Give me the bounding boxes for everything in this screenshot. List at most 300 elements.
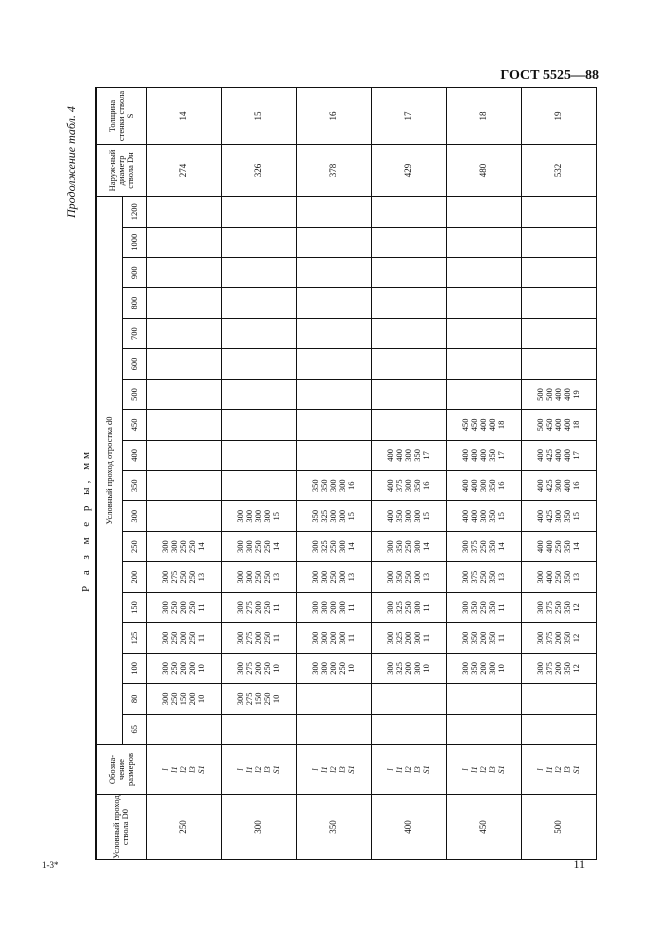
cell-branch-150 [146,592,221,622]
cell-value: 300 [460,662,471,675]
cell-value: 400 [478,418,489,432]
cell-value: 300 [478,509,489,523]
cell-branch-1200 [146,196,221,227]
cell-branch-1000 [446,227,521,257]
designation-label: l3 [486,766,497,773]
cell-value: 17 [495,451,506,460]
header-branch-1200: 1200 [122,196,146,227]
cell-value: 300 [160,631,171,645]
cell-branch-700 [296,318,371,348]
cell-branch-65 [446,714,521,744]
cell-branch-400 [296,440,371,470]
cell-value: 14 [495,542,506,551]
cell-branch-800 [521,288,596,318]
cell-branch-250 [446,531,521,561]
cell-value: 150 [253,692,264,706]
designation-label: l1 [469,766,480,773]
cell-branch-250 [296,531,371,561]
header-branch-800: 800 [122,288,146,318]
cell-value: 16 [495,481,506,491]
cell-value: 400 [478,448,489,462]
cell-value: 14 [345,542,356,551]
cell-value: 250 [553,601,564,614]
cell-value: 300 [160,601,171,614]
cell-branch-1000 [221,227,296,257]
cell-branch-800 [146,288,221,318]
designation-label: l2 [553,766,564,773]
cell-value: 250 [169,631,180,645]
cell-value: 11 [420,633,431,643]
cell-value: 200 [328,631,339,645]
cell-value: 300 [553,509,564,523]
cell-value: 300 [385,570,396,584]
cell-branch-500 [446,379,521,409]
cell-value: 300 [460,570,471,584]
cell-value: 300 [478,479,489,493]
cell-branch-400 [146,440,221,470]
cell-value: 13 [495,572,506,582]
cell-branch-600 [521,349,596,379]
cell-value: 300 [244,509,255,523]
table-container [95,88,595,860]
cell-value: 250 [478,570,489,584]
cell-value: 350 [561,509,572,523]
cell-branch-800 [221,288,296,318]
cell-branch-600 [446,349,521,379]
cell-branch-100 [221,653,296,683]
cell-value: 425 [544,479,555,493]
cell-value: 400 [385,509,396,523]
cell-value: 200 [403,631,414,645]
cell-value: 300 [403,479,414,493]
cell-value: 300 [235,662,246,675]
cell-value: 325 [394,631,405,645]
cell-value: 325 [394,662,405,675]
cell-branch-300 [296,501,371,531]
cell-outer-diameter: 378 [296,144,371,196]
cell-value: 300 [319,631,330,645]
header-branch-200: 200 [122,562,146,592]
cell-value: 300 [385,631,396,645]
header-branch-80: 80 [122,684,146,714]
cell-value: 13 [570,572,581,582]
designation-label: l [460,768,471,771]
cell-branch-700 [521,318,596,348]
designation-label: l2 [403,766,414,773]
cell-value: 400 [535,509,546,523]
cell-value: 15 [420,511,431,521]
designation-label: l [535,768,546,771]
cell-value: 300 [235,631,246,645]
footer-mark: 1-3* [42,860,59,870]
cell-value: 300 [336,540,347,554]
cell-value: 400 [385,448,396,462]
cell-value: 10 [195,694,206,704]
cell-value: 300 [385,540,396,554]
header-branch-100: 100 [122,653,146,683]
table-row [446,87,521,859]
cell-value: 11 [195,603,206,612]
cell-value: 14 [270,542,281,551]
cell-designations [221,745,296,795]
cell-value: 300 [310,540,321,554]
cell-value: 300 [336,479,347,493]
cell-outer-diameter: 532 [521,144,596,196]
cell-value: 300 [235,509,246,523]
designation-label: l1 [544,766,555,773]
cell-value: 15 [345,511,356,521]
cell-value: 11 [270,603,281,612]
cell-value: 200 [253,601,264,614]
cell-value: 350 [411,448,422,462]
cell-value: 17 [420,451,431,460]
cell-value: 10 [495,664,506,673]
cell-value: 350 [486,479,497,493]
cell-value: 250 [186,540,197,554]
table-row [296,87,371,859]
cell-branch-200 [371,562,446,592]
cell-value: 10 [270,664,281,673]
cell-d0: 350 [296,795,371,860]
cell-value: 200 [553,662,564,675]
cell-value: 400 [561,418,572,432]
cell-value: 200 [178,631,189,645]
cell-value: 300 [460,540,471,554]
cell-value: 350 [469,662,480,675]
cell-value: 11 [195,633,206,643]
cell-branch-100 [371,653,446,683]
designation-label: l2 [328,766,339,773]
cell-value: 300 [336,570,347,584]
designation-label: l [160,768,171,771]
cell-value: 250 [478,540,489,554]
cell-value: 250 [336,662,347,675]
header-branch-300: 300 [122,501,146,531]
cell-value: 250 [261,662,272,675]
cell-branch-350 [446,471,521,501]
cell-value: 15 [570,511,581,521]
cell-branch-65 [296,714,371,744]
cell-value: 19 [570,390,581,399]
cell-branch-700 [221,318,296,348]
header-d0: Условный проход ствола D0 [96,795,146,860]
cell-value: 11 [495,633,506,643]
cell-value: 275 [244,662,255,675]
cell-branch-1200 [446,196,521,227]
cell-branch-400 [371,440,446,470]
cell-value: 350 [319,479,330,493]
cell-value: 300 [535,601,546,614]
cell-branch-900 [146,258,221,288]
cell-branch-80 [371,684,446,714]
cell-designations [146,745,221,795]
cell-value: 300 [336,509,347,523]
cell-value: 200 [186,662,197,675]
cell-value: 375 [544,601,555,614]
cell-branch-1000 [521,227,596,257]
cell-value: 250 [261,692,272,706]
cell-value: 325 [319,540,330,554]
cell-branch-80 [146,684,221,714]
cell-branch-1200 [521,196,596,227]
cell-branch-300 [146,501,221,531]
cell-branch-80 [296,684,371,714]
header-branch-600: 600 [122,349,146,379]
cell-value: 400 [385,479,396,493]
cell-value: 400 [535,540,546,554]
cell-value: 300 [244,570,255,584]
designation-label: l3 [336,766,347,773]
header-branch-400: 400 [122,440,146,470]
designation-label: l2 [178,766,189,773]
cell-value: 15 [495,511,506,521]
designation-label: l1 [169,766,180,773]
cell-value: 300 [535,662,546,675]
cell-value: 400 [394,448,405,462]
cell-value: 250 [186,631,197,645]
cell-value: 250 [261,601,272,614]
cell-branch-400 [446,440,521,470]
cell-value: 300 [411,601,422,614]
cell-value: 13 [270,572,281,582]
cell-value: 350 [469,601,480,614]
cell-value: 400 [544,570,555,584]
cell-value: 11 [345,633,356,643]
cell-value: 350 [486,601,497,614]
cell-branch-500 [371,379,446,409]
cell-branch-80 [221,684,296,714]
cell-branch-1000 [296,227,371,257]
cell-branch-150 [221,592,296,622]
page-number: 11 [573,857,585,871]
cell-value: 200 [186,692,197,706]
cell-value: 400 [544,540,555,554]
cell-branch-600 [371,349,446,379]
cell-value: 250 [253,540,264,554]
cell-branch-100 [296,653,371,683]
cell-value: 200 [178,662,189,675]
cell-value: 250 [328,540,339,554]
continuation-text: Продолжение табл. 4 [64,106,78,218]
cell-outer-diameter: 480 [446,144,521,196]
cell-branch-200 [146,562,221,592]
cell-value: 300 [385,601,396,614]
cell-branch-500 [521,379,596,409]
cell-value: 14 [420,542,431,551]
cell-value: 16 [420,481,431,491]
cell-value: 450 [460,418,471,432]
cell-branch-150 [371,592,446,622]
cell-value: 11 [420,603,431,612]
cell-value: 300 [319,662,330,675]
cell-value: 300 [411,540,422,554]
cell-branch-65 [221,714,296,744]
cell-branch-350 [521,471,596,501]
table-continuation-label [64,88,82,218]
cell-value: 500 [535,388,546,401]
cell-value: 300 [385,662,396,675]
cell-value: 250 [403,601,414,614]
cell-value: 250 [186,570,197,584]
cell-value: 300 [411,631,422,645]
header-designation: Обозна-чение размеров [96,745,146,795]
cell-value: 300 [328,509,339,523]
cell-value: 250 [169,601,180,614]
cell-branch-250 [221,531,296,561]
cell-branch-65 [371,714,446,744]
cell-value: 250 [178,570,189,584]
cell-branch-300 [371,501,446,531]
cell-branch-900 [296,258,371,288]
cell-d0: 400 [371,795,446,860]
cell-value: 250 [553,570,564,584]
cell-branch-125 [146,623,221,653]
cell-branch-1200 [371,196,446,227]
cell-value: 200 [178,601,189,614]
cell-value: 300 [160,692,171,706]
cell-branch-300 [221,501,296,531]
header-branch-65: 65 [122,714,146,744]
cell-branch-350 [371,471,446,501]
cell-value: 400 [535,479,546,493]
designation-label: l1 [244,766,255,773]
cell-value: 300 [310,631,321,645]
cell-value: 350 [469,631,480,645]
cell-value: 16 [570,481,581,491]
cell-value: 300 [460,631,471,645]
cell-value: 375 [469,570,480,584]
cell-branch-200 [221,562,296,592]
cell-value: 250 [169,692,180,706]
cell-wall-thickness: 15 [221,87,296,144]
cell-branch-450 [296,410,371,440]
cell-branch-700 [446,318,521,348]
cell-value: 11 [345,603,356,612]
cell-value: 300 [328,479,339,493]
cell-value: 350 [561,662,572,675]
cell-branch-350 [221,471,296,501]
header-branch-250: 250 [122,531,146,561]
cell-value: 300 [310,662,321,675]
header-outer-diameter: Наруж-ный диаметр ствола Dн [96,144,146,196]
cell-branch-125 [221,623,296,653]
cell-value: 250 [403,570,414,584]
table-row [521,87,596,859]
header-branch-150: 150 [122,592,146,622]
cell-value: 300 [235,570,246,584]
cell-wall-thickness: 16 [296,87,371,144]
designation-label: l3 [561,766,572,773]
cell-value: 350 [561,570,572,584]
cell-value: 13 [345,572,356,582]
cell-value: 400 [460,509,471,523]
cell-branch-125 [521,623,596,653]
cell-value: 300 [310,570,321,584]
cell-value: 350 [394,540,405,554]
standard-title: ГОСТ 5525—88 [500,68,599,83]
cell-branch-150 [446,592,521,622]
designation-label: l1 [319,766,330,773]
cell-value: 350 [310,509,321,523]
cell-branch-125 [371,623,446,653]
header-branch-500: 500 [122,379,146,409]
cell-value: 200 [253,631,264,645]
cell-value: 400 [469,509,480,523]
cell-value: 200 [553,631,564,645]
cell-value: 350 [310,479,321,493]
cell-value: 300 [319,570,330,584]
cell-value: 400 [460,479,471,493]
cell-value: 200 [328,601,339,614]
cell-branch-800 [371,288,446,318]
cell-wall-thickness: 17 [371,87,446,144]
cell-value: 300 [319,601,330,614]
cell-branch-80 [521,684,596,714]
designation-label: l3 [411,766,422,773]
cell-value: 200 [253,662,264,675]
cell-value: 200 [328,662,339,675]
cell-value: 300 [336,601,347,614]
cell-value: 250 [261,631,272,645]
cell-branch-400 [521,440,596,470]
designation-label: l3 [186,766,197,773]
cell-branch-150 [296,592,371,622]
header-branch-450: 450 [122,410,146,440]
designation-label: l3 [261,766,272,773]
cell-branch-600 [296,349,371,379]
cell-branch-80 [446,684,521,714]
designation-label: S1 [270,765,281,774]
cell-d0: 250 [146,795,221,860]
cell-branch-500 [221,379,296,409]
cell-value: 300 [253,509,264,523]
cell-branch-450 [446,410,521,440]
cell-branch-450 [221,410,296,440]
cell-value: 250 [261,570,272,584]
header-branch-group: Условный проход отростка d0 [96,196,122,744]
designation-label: S1 [345,765,356,774]
cell-value: 400 [553,388,564,401]
cell-branch-100 [146,653,221,683]
cell-value: 300 [403,509,414,523]
cell-value: 325 [394,601,405,614]
cell-outer-diameter: 429 [371,144,446,196]
cell-value: 300 [235,601,246,614]
cell-value: 14 [195,542,206,551]
cell-value: 250 [261,540,272,554]
header-branch-900: 900 [122,258,146,288]
cell-branch-200 [521,562,596,592]
cell-branch-250 [146,531,221,561]
cell-branch-600 [146,349,221,379]
cell-value: 300 [235,540,246,554]
cell-value: 300 [235,692,246,706]
cell-value: 350 [561,540,572,554]
cell-value: 400 [486,418,497,432]
cell-value: 15 [270,511,281,521]
cell-value: 300 [169,540,180,554]
cell-value: 400 [561,448,572,462]
cell-branch-350 [296,471,371,501]
header-branch-125: 125 [122,623,146,653]
cell-designations [521,745,596,795]
cell-value: 375 [394,479,405,493]
cell-value: 250 [553,540,564,554]
cell-value: 300 [411,509,422,523]
cell-branch-1000 [371,227,446,257]
cell-branch-300 [521,501,596,531]
cell-value: 200 [478,662,489,675]
